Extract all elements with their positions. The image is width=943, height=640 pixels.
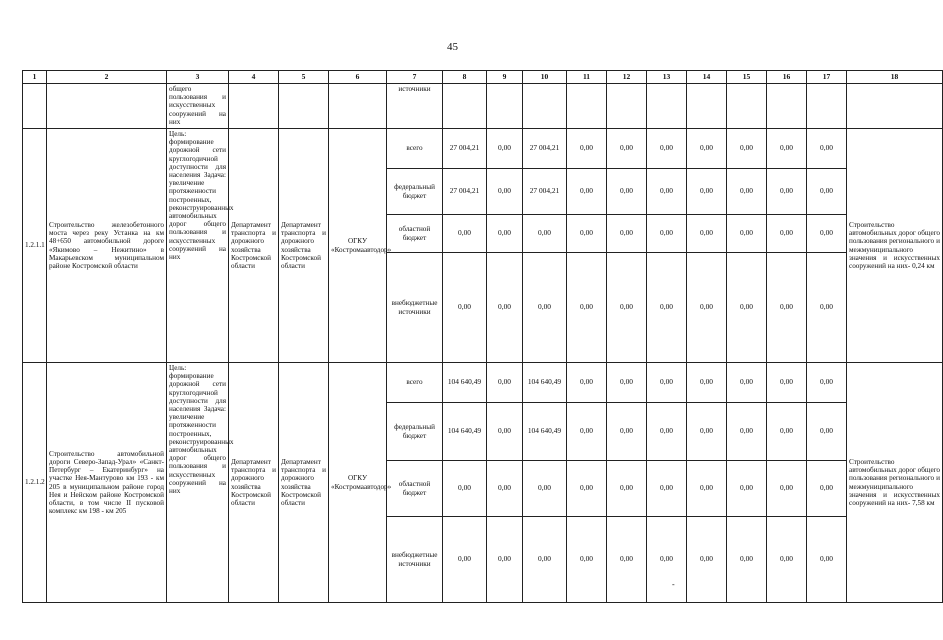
funding-source: федеральный бюджет	[387, 169, 443, 215]
funding-value: 0,00	[687, 253, 727, 363]
funding-value: 0,00	[567, 253, 607, 363]
continuation-goal-text: общего пользования и искусственных сооружений на них	[167, 84, 229, 129]
participant: ОГКУ «Костромаавтодор»	[329, 129, 387, 363]
funding-value: 0,00	[567, 169, 607, 215]
funding-source: всего	[387, 363, 443, 403]
funding-value: 0,00	[523, 517, 567, 603]
funding-value: 0,00	[767, 517, 807, 603]
row-number: 1.2.1.2	[23, 363, 47, 603]
funding-value: 0,00	[727, 129, 767, 169]
col-header: 12	[607, 71, 647, 84]
funding-value: 0,00	[807, 129, 847, 169]
funding-value: 0,00	[607, 253, 647, 363]
funding-value: 0,00	[647, 169, 687, 215]
funding-value: 0,00	[647, 253, 687, 363]
funding-value: 0,00	[727, 253, 767, 363]
funding-value: 0,00	[523, 253, 567, 363]
funding-value: 104 640,49	[443, 363, 487, 403]
funding-value: 104 640,49	[443, 403, 487, 461]
funding-value: 0,00	[687, 517, 727, 603]
funding-value: 0,00	[647, 215, 687, 253]
funding-value: 0,00	[687, 461, 727, 517]
col-header: 7	[387, 71, 443, 84]
col-header: 4	[229, 71, 279, 84]
goal-and-task: Цель: формирование дорожной сети круглогодичной доступности для населения Задача: увеличение протяженности построенных, реконструированных автомобильных дорог общего пользования и искусственных сооружений на них	[167, 129, 229, 363]
funding-value: 0,00	[567, 129, 607, 169]
expected-result: Строительство автомобильных дорог общего пользования регионального и межмуниципального значения и искусственных сооружений на них- 7,58 км	[847, 363, 943, 603]
funding-value: 0,00	[647, 461, 687, 517]
funding-source: всего	[387, 129, 443, 169]
col-header: 15	[727, 71, 767, 84]
funding-value: 0,00	[727, 403, 767, 461]
col-header: 18	[847, 71, 943, 84]
row-number: 1.2.1.1	[23, 129, 47, 363]
stray-mark: -	[672, 580, 675, 589]
funding-value: 104 640,49	[523, 403, 567, 461]
funding-value: 0,00	[767, 129, 807, 169]
funding-value: 0,00	[727, 517, 767, 603]
funding-value: 0,00	[487, 517, 523, 603]
funding-value: 0,00	[487, 403, 523, 461]
goal-and-task: Цель: формирование дорожной сети круглогодичной доступности для населения Задача: увеличение протяженности построенных, реконструированных автомобильных дорог общего пользования и искусственных сооружений на них	[167, 363, 229, 603]
funding-value: 0,00	[727, 363, 767, 403]
funding-value: 27 004,21	[443, 169, 487, 215]
funding-value: 0,00	[567, 363, 607, 403]
funding-value: 0,00	[567, 517, 607, 603]
funding-value: 0,00	[443, 253, 487, 363]
col-header: 11	[567, 71, 607, 84]
funding-value: 104 640,49	[523, 363, 567, 403]
col-header: 16	[767, 71, 807, 84]
expected-result: Строительство автомобильных дорог общего пользования регионального и межмуниципального значения и искусственных сооружений на них- 0,24 км	[847, 129, 943, 363]
funding-value: 0,00	[443, 461, 487, 517]
funding-row	[23, 129, 943, 169]
funding-source: внебюджетные источники	[387, 253, 443, 363]
participant: ОГКУ «Костромаавтодор»	[329, 363, 387, 603]
col-header: 17	[807, 71, 847, 84]
funding-value: 0,00	[687, 129, 727, 169]
funding-value: 0,00	[607, 461, 647, 517]
col-header: 8	[443, 71, 487, 84]
funding-value: 0,00	[807, 215, 847, 253]
object-name: Строительство автомобильной дороги Северо-Запад-Урал» «Санкт-Петербург – Екатеринбург» на участке Нея-Мантурово км 193 - км 205 в муниципальном районе город Нея и Нейском районе Костромской области, в том числе II пусковой комплекс км 198 - км 205	[47, 363, 167, 603]
funding-source: областной бюджет	[387, 215, 443, 253]
continuation-source-text: источники	[387, 84, 443, 129]
funding-value: 0,00	[443, 517, 487, 603]
funding-value: 0,00	[647, 517, 687, 603]
funding-value: 0,00	[807, 517, 847, 603]
col-header: 1	[23, 71, 47, 84]
funding-value: 0,00	[567, 461, 607, 517]
funding-source: внебюджетные источники	[387, 517, 443, 603]
funding-value: 0,00	[687, 169, 727, 215]
col-header: 9	[487, 71, 523, 84]
program-table	[22, 70, 943, 603]
funding-value: 0,00	[807, 403, 847, 461]
funding-value: 0,00	[727, 461, 767, 517]
funding-value: 0,00	[807, 363, 847, 403]
funding-value: 0,00	[487, 253, 523, 363]
funding-value: 0,00	[487, 461, 523, 517]
responsible-executor: Департамент транспорта и дорожного хозяйства Костромской области	[229, 363, 279, 603]
funding-value: 0,00	[647, 363, 687, 403]
funding-value: 0,00	[807, 461, 847, 517]
col-header: 10	[523, 71, 567, 84]
funding-value: 0,00	[607, 517, 647, 603]
funding-value: 0,00	[523, 215, 567, 253]
funding-value: 27 004,21	[523, 169, 567, 215]
col-header: 5	[279, 71, 329, 84]
funding-value: 0,00	[767, 403, 807, 461]
funding-value: 0,00	[767, 169, 807, 215]
funding-value: 0,00	[523, 461, 567, 517]
object-name: Строительство железобетонного моста через реку Устанка на км 48+650 автомобильной дороге «Якимово – Нежитино» в Макарьевском муниципальном районе Костромской области	[47, 129, 167, 363]
funding-value: 0,00	[487, 215, 523, 253]
funding-value: 0,00	[687, 403, 727, 461]
funding-value: 0,00	[567, 215, 607, 253]
funding-value: 27 004,21	[523, 129, 567, 169]
funding-value: 0,00	[647, 403, 687, 461]
col-header: 13	[647, 71, 687, 84]
funding-value: 0,00	[767, 215, 807, 253]
funding-value: 0,00	[807, 169, 847, 215]
funding-value: 0,00	[767, 461, 807, 517]
funding-source: областной бюджет	[387, 461, 443, 517]
funding-value: 0,00	[607, 403, 647, 461]
col-header: 14	[687, 71, 727, 84]
funding-value: 0,00	[727, 215, 767, 253]
funding-value: 0,00	[687, 363, 727, 403]
funding-value: 0,00	[767, 253, 807, 363]
funding-value: 0,00	[727, 169, 767, 215]
funding-row	[23, 363, 943, 403]
funding-value: 0,00	[607, 363, 647, 403]
col-header: 3	[167, 71, 229, 84]
funding-value: 0,00	[607, 215, 647, 253]
continuation-row	[23, 84, 943, 129]
funding-value: 0,00	[487, 129, 523, 169]
column-number-row	[23, 71, 943, 84]
col-header: 6	[329, 71, 387, 84]
funding-value: 0,00	[607, 169, 647, 215]
funding-value: 27 004,21	[443, 129, 487, 169]
funding-value: 0,00	[443, 215, 487, 253]
co-executor: Департамент транспорта и дорожного хозяйства Костромской области	[279, 129, 329, 363]
funding-value: 0,00	[687, 215, 727, 253]
funding-value: 0,00	[607, 129, 647, 169]
co-executor: Департамент транспорта и дорожного хозяйства Костромской области	[279, 363, 329, 603]
funding-value: 0,00	[647, 129, 687, 169]
col-header: 2	[47, 71, 167, 84]
funding-source: федеральный бюджет	[387, 403, 443, 461]
funding-value: 0,00	[487, 169, 523, 215]
responsible-executor: Департамент транспорта и дорожного хозяйства Костромской области	[229, 129, 279, 363]
funding-value: 0,00	[487, 363, 523, 403]
funding-value: 0,00	[567, 403, 607, 461]
funding-value: 0,00	[767, 363, 807, 403]
page-number: 45	[447, 41, 458, 53]
funding-value: 0,00	[807, 253, 847, 363]
